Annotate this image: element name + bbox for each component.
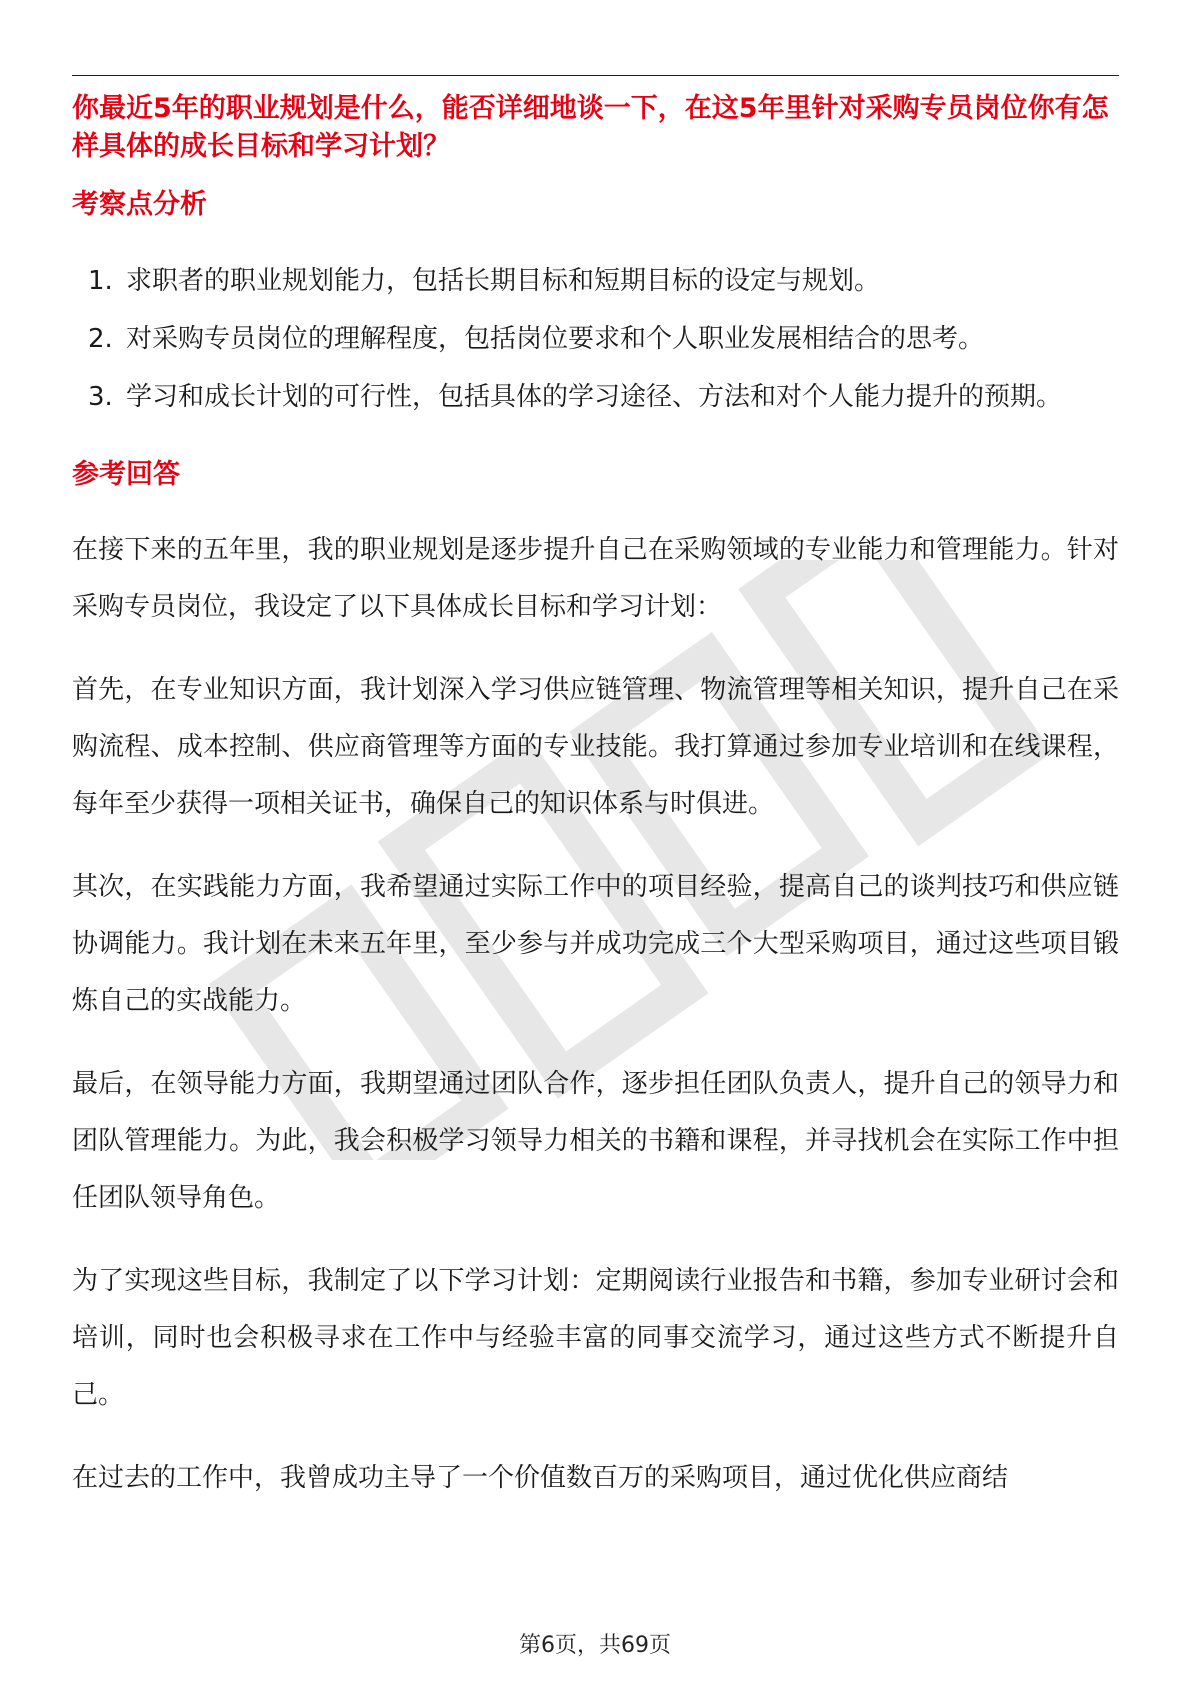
answer-paragraph: 在接下来的五年里，我的职业规划是逐步提升自己在采购领域的专业能力和管理能力。针对采购专员岗位，我设定了以下具体成长目标和学习计划：: [72, 535, 1119, 622]
list-number: 2.: [88, 324, 113, 354]
answer-paragraph: 为了实现这些目标，我制定了以下学习计划：定期阅读行业报告和书籍，参加专业研讨会和培训，同时也会积极寻求在工作中与经验丰富的同事交流学习，通过这些方式不断提升自己。: [72, 1266, 1119, 1410]
answer-paragraph: 其次，在实践能力方面，我希望通过实际工作中的项目经验，提高自己的谈判技巧和供应链协调能力。我计划在未来五年里，至少参与并成功完成三个大型采购项目，通过这些项目锻炼自己的实战能力。: [72, 872, 1119, 1016]
list-text: 对采购专员岗位的理解程度，包括岗位要求和个人职业发展相结合的思考。: [126, 324, 985, 354]
main-content: [72, 90, 1119, 1507]
page-number: 第6页，共69页: [519, 1633, 671, 1658]
list-number: 3.: [88, 382, 113, 412]
list-text: 求职者的职业规划能力，包括长期目标和短期目标的设定与规划。: [126, 266, 881, 296]
header-rule: [72, 75, 1119, 76]
answer-paragraph: 首先，在专业知识方面，我计划深入学习供应链管理、物流管理等相关知识，提升自己在采购流程、成本控制、供应商管理等方面的专业技能。我打算通过参加专业培训和在线课程，每年至少获得一项相关证书，确保自己的知识体系与时俱进。: [72, 675, 1119, 819]
interview-question: 你最近5年的职业规划是什么，能否详细地谈一下，在这5年里针对采购专员岗位你有怎样具体的成长目标和学习计划？: [72, 93, 1109, 162]
answer-heading: 参考回答: [72, 459, 180, 490]
list-item: [72, 252, 1119, 310]
analysis-heading: 考察点分析: [72, 189, 207, 220]
answer-paragraph: 最后，在领导能力方面，我期望通过团队合作，逐步担任团队负责人，提升自己的领导力和团队管理能力。为此，我会积极学习领导力相关的书籍和课程，并寻找机会在实际工作中担任团队领导角色。: [72, 1069, 1119, 1213]
list-item: [72, 368, 1119, 426]
analysis-list: [72, 252, 1119, 426]
answer-paragraph: 在过去的工作中，我曾成功主导了一个价值数百万的采购项目，通过优化供应商结: [72, 1463, 1009, 1493]
list-text: 学习和成长计划的可行性，包括具体的学习途径、方法和对个人能力提升的预期。: [126, 382, 1063, 412]
list-number: 1.: [88, 266, 113, 296]
list-item: [72, 310, 1119, 368]
